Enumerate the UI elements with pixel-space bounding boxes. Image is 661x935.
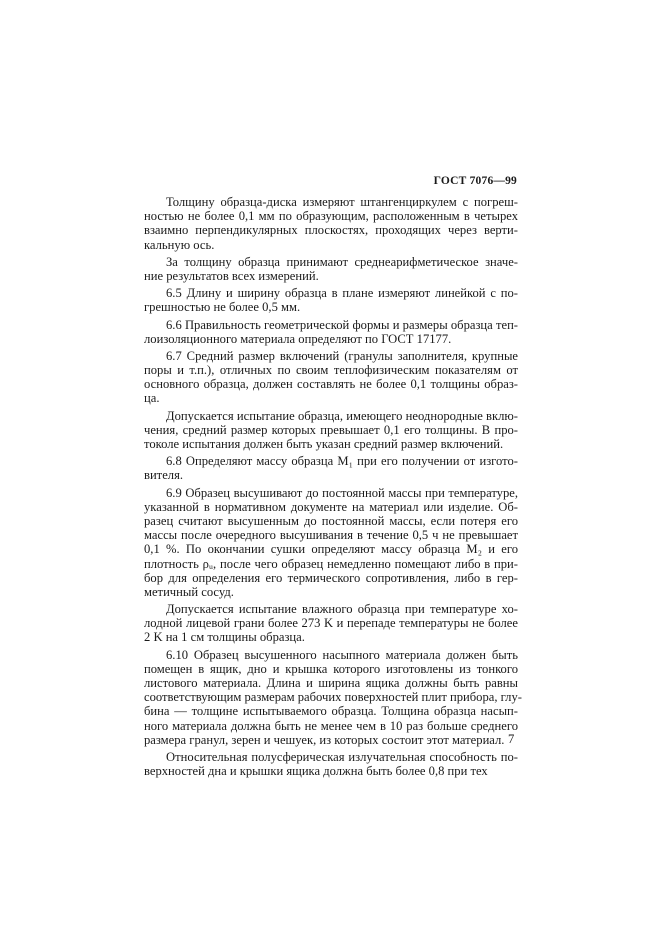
paragraph — [144, 454, 518, 482]
paragraph — [144, 286, 518, 314]
text-line: токоле испытания должен быть указан средний размер включений. — [144, 437, 504, 451]
text-line: ца. — [144, 391, 160, 406]
text-line: 6.5 Длину и ширину образца в плане измеряют линейкой с по- — [166, 286, 518, 301]
text-line: взаимно перпендикулярных плоскостях, проходящих через верти- — [144, 223, 518, 238]
text-line: размера гранул, зерен и чешуек, из которых состоит этот материал. — [144, 732, 505, 747]
text-line: поры и т.п.), отличных по своим теплофизическим показателям от — [144, 363, 518, 378]
paragraph — [144, 647, 522, 747]
text-line: 2 K на 1 см толщины образца. — [144, 630, 305, 645]
text-line: Допускается испытание образца, имеющего неоднородные вклю- — [166, 408, 518, 423]
document-header: ГОСТ 7076—99 — [433, 175, 517, 187]
text-line: 6.9 Образец высушивают до постоянной массы при температуре, — [166, 485, 518, 500]
text-line: 6.8 Определяют массу образца M₁ при его получении от изгото- — [166, 454, 518, 469]
text-line: грешностью не более 0,5 мм. — [144, 300, 301, 315]
text-line: указанной в нормативном документе на материал или изделие. Об- — [144, 499, 518, 514]
text-line: лоизоляционного материала определяют по ГОСТ 17177. — [144, 331, 452, 346]
text-line: метичный сосуд. — [144, 584, 234, 599]
text-line: массы после очередного высушивания в течение 0,5 ч не превышает — [144, 528, 518, 543]
text-line: листового материала. Длина и ширина ящика должны быть равны — [144, 676, 518, 690]
paragraph — [144, 318, 518, 346]
paragraph — [144, 486, 518, 600]
text-line: ностью не более 0,1 мм по образующим, расположенным в четырех — [144, 209, 518, 224]
text-line: Допускается испытание влажного образца при температуре хо- — [166, 602, 518, 617]
text-line: бор для определения его термического сопротивления, либо в гер- — [144, 570, 518, 585]
text-line: кальную ось. — [144, 237, 215, 252]
document-body — [144, 195, 522, 781]
text-line: разец считают высушенным до постоянной массы, если потеря его — [144, 513, 518, 528]
paragraph — [144, 750, 518, 778]
text-line: ного материала должна быть не менее чем в 10 раз больше среднего — [144, 718, 518, 733]
text-line: помещен в ящик, дно и крышка которого изготовлены из тонкого — [144, 661, 518, 676]
paragraph — [144, 409, 518, 452]
paragraph — [144, 602, 518, 645]
text-line: соответствующим размерам рабочих поверхностей плит прибора, глу- — [144, 690, 522, 705]
text-line: Толщину образца-диска измеряют штангенциркулем с погреш- — [166, 195, 518, 209]
text-line: чения, средний размер которых превышает 0,1 его толщины. В про- — [144, 422, 518, 437]
text-line: За толщину образца принимают среднеарифметическое значе- — [166, 254, 518, 269]
paragraph — [144, 349, 518, 406]
text-line: 6.6 Правильность геометрической формы и размеры образца теп- — [166, 317, 518, 332]
text-line: 0,1 %. По окончании сушки определяют массу образца M₂ и его — [144, 542, 518, 557]
text-line: бина — толщине испытываемого образца. Толщина образца насып- — [144, 704, 518, 719]
text-line: Относительная полусферическая излучательная способность по- — [166, 749, 518, 764]
text-line: верхностей дна и крышки ящика должна быть более 0,8 при тех — [144, 764, 488, 779]
text-line: плотность ρᵤ, после чего образец немедленно помещают либо в при- — [144, 556, 518, 571]
paragraph — [144, 255, 518, 283]
paragraph — [144, 195, 518, 252]
text-line: вителя. — [144, 468, 184, 483]
text-line: ние результатов всех измерений. — [144, 268, 319, 283]
text-line: 6.10 Образец высушенного насыпного материала должен быть — [166, 647, 518, 662]
text-line: основного образца, должен составлять не более 0,1 толщины образ- — [144, 377, 518, 392]
text-line: лодной лицевой грани более 273 K и перепаде температуры не более — [144, 616, 518, 631]
text-line: 6.7 Средний размер включений (гранулы заполнителя, крупные — [166, 348, 518, 363]
page-number: 7 — [508, 732, 515, 746]
